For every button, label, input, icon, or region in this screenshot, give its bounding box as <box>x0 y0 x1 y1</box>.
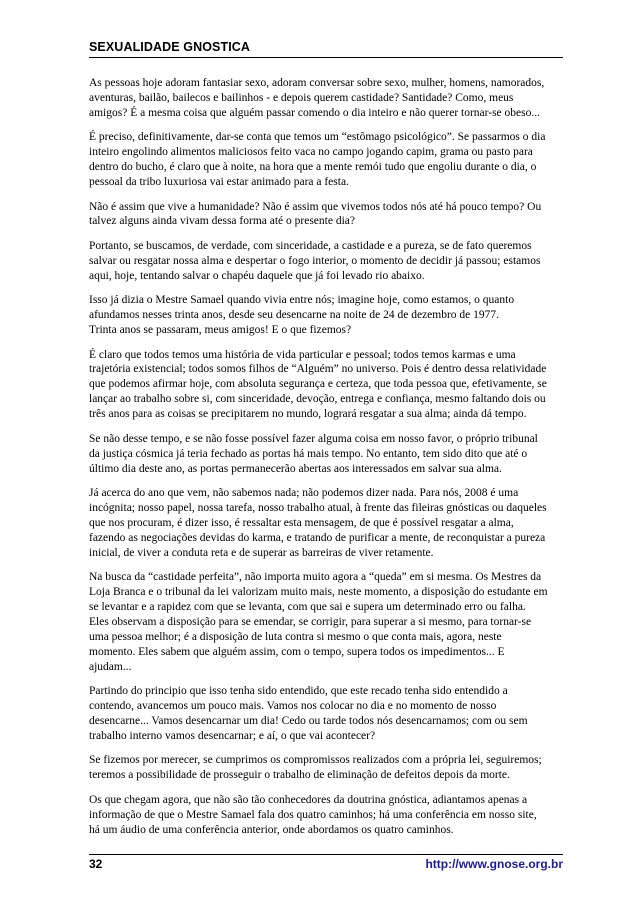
document-title: SEXUALIDADE GNOSTICA <box>89 40 251 54</box>
text-line: É claro que todos temos uma história de vida particular e pessoal; todos temos karmas e uma <box>89 348 516 361</box>
text-line: fazendo as negociações devidas do karma, e tratando de purificar a mente, de reconquistar a pureza <box>89 531 546 544</box>
text-line: pessoal da tribo luxuriosa vai estar animado para a festa. <box>89 176 349 189</box>
text-line: informação de que o Mestre Samael fala dos quatro caminhos; há uma conferência em nosso site, <box>89 808 537 821</box>
text-line: da justiça cósmica já teria fechado as portas há mais tempo. No entanto, tem sido dito que até o <box>89 447 528 460</box>
text-line: inteiro engolindo alimentos maliciosos feito vaca no campo jogando capim, grama ou pasto para <box>89 146 533 159</box>
text-line: Trinta anos se passaram, meus amigos! E o que fizemos? <box>89 324 352 337</box>
text-line: amigos? É a mesma coisa que alguém passar comendo o dia inteiro e não querer tornar-se obeso... <box>89 106 540 119</box>
text-line: trajetória existencial; todos somos filhos de “Alguém” no universo. Pois é dentro dessa relatividade <box>89 363 547 376</box>
paragraph <box>89 570 563 674</box>
text-line: dentro do bucho, é claro que à noite, na hora que a mente remói tudo que engoliu durante o dia, o <box>89 161 537 174</box>
paragraph <box>89 200 563 230</box>
paragraph <box>89 348 563 423</box>
text-line: incógnita; nosso papel, nossa tarefa, nosso trabalho atual, à frente das fileiras gnósticas ou daqueles <box>89 501 547 514</box>
text-line: três anos para as coisas se precipitarem no mundo, logrará resgatar a sua alma; ainda dá tempo. <box>89 408 527 421</box>
text-line: inicial, de viver a conduta reta e de superar as barreiras de viver retamente. <box>89 546 434 559</box>
text-line: aqui, hoje, tentando salvar o chapéu daquele que já foi levado rio abaixo. <box>89 269 425 282</box>
paragraph <box>89 130 563 190</box>
text-line: trabalho interno vamos desencarnar; e aí, o que vai acontecer? <box>89 729 376 742</box>
text-line: afundamos nesses trinta anos, desde seu desencarne na noite de 24 de dezembro de 1977. <box>89 309 500 322</box>
text-line: Partindo do principio que isso tenha sido entendido, que este recado tenha sido entendido a <box>89 685 508 698</box>
text-line: aventuras, bailão, bailecos e bailinhos - e depois querem castidade? Santidade? Como, meus <box>89 91 514 104</box>
text-line: ajudam... <box>89 660 132 673</box>
text-line: Eles observam a disposição para se emendar, se corrigir, para superar a si mesmo, para tornar-se <box>89 615 532 628</box>
text-line: último dia deste ano, as portas permanecerão abertas aos interessados em salvar sua alma. <box>89 462 502 475</box>
text-line: Já acerca do ano que vem, não sabemos nada; não podemos dizer nada. Para nós, 2008 é uma <box>89 487 519 499</box>
paragraph <box>89 432 563 477</box>
document-body <box>89 76 563 847</box>
text-line: contendo, avancemos um pouco mais. Vamos nos colocar no dia e no momento de nosso <box>89 699 497 712</box>
text-line: Os que chegam agora, que não são tão conhecedores da doutrina gnóstica, adiantamos apenas a <box>89 793 528 806</box>
site-link[interactable]: http://www.gnose.org.br <box>425 857 563 871</box>
text-line: lançar ao trabalho sobre si, com sinceridade, devoção, entrega e confiança, mesmo faltando dois ou <box>89 393 546 406</box>
text-line: Loja Branca e o tribunal da lei valorizam muito mais, neste momento, a disposição do estudante em <box>89 586 548 599</box>
page-number: 32 <box>89 857 103 871</box>
page-header <box>89 38 563 58</box>
text-line: Não é assim que vive a humanidade? Não é assim que vivemos todos nós até há pouco tempo? Ou <box>89 200 542 213</box>
text-line: que podemos afirmar hoje, com absoluta segurança e certeza, que toda pessoa que, efetivamente, se <box>89 378 547 391</box>
paragraph <box>89 793 563 838</box>
text-line: momento. Eles sabem que alguém assim, com o tempo, supera todos os impedimentos... E <box>89 645 505 658</box>
text-line: Na busca da “castidade perfeita”, não importa muito agora a “queda” em si mesma. Os Mestres da <box>89 571 542 584</box>
paragraph <box>89 239 563 284</box>
paragraph <box>89 753 563 783</box>
text-line: há um áudio de uma conferência anterior, onde abordamos os quatro caminhos. <box>89 823 454 836</box>
text-line: Portanto, se buscamos, de verdade, com sinceridade, a castidade e a pureza, se de fato queremos <box>89 239 532 252</box>
text-line: teremos a possibilidade de prosseguir o trabalho de eliminação de defeitos depois da morte. <box>89 769 510 782</box>
paragraph <box>89 684 563 744</box>
text-line: Se não desse tempo, e se não fosse possível fazer alguma coisa em nosso favor, o próprio tribunal <box>89 432 538 445</box>
page-footer <box>89 854 563 871</box>
text-line: As pessoas hoje adoram fantasiar sexo, adoram conversar sobre sexo, mulher, homens, namorados, <box>89 77 545 89</box>
text-line: Se fizemos por merecer, se cumprimos os compromissos realizados com a própria lei, seguiremos; <box>89 754 542 767</box>
text-line: salvar ou resgatar nossa alma e despertar o fogo interior, o momento de decidir já passou; estamos <box>89 254 541 267</box>
paragraph <box>89 486 563 561</box>
paragraph <box>89 293 563 338</box>
text-line: É preciso, definitivamente, dar-se conta que temos um “estômago psicológico”. Se passarmos o dia <box>89 131 546 144</box>
text-line: Isso já dizia o Mestre Samael quando vivia entre nós; imagine hoje, como estamos, o quanto <box>89 294 515 307</box>
text-line: que nos procuram, é dizer isso, é ressaltar esta mensagem, de que é possível resgatar a alma, <box>89 516 514 529</box>
paragraph <box>89 76 563 121</box>
text-line: desencarne... Vamos desencarnar um dia! Cedo ou tarde todos nós desencarnamos; com ou sem <box>89 714 528 727</box>
text-line: talvez alguns ainda vivam dessa forma até o presente dia? <box>89 215 355 228</box>
text-line: uma pessoa melhor; é a disposição de luta contra si mesmo o que conta mais, agora, neste <box>89 630 502 643</box>
text-line: se levantar e a rapidez com que se levanta, com que sai e supera um determinado erro ou falha. <box>89 600 526 613</box>
